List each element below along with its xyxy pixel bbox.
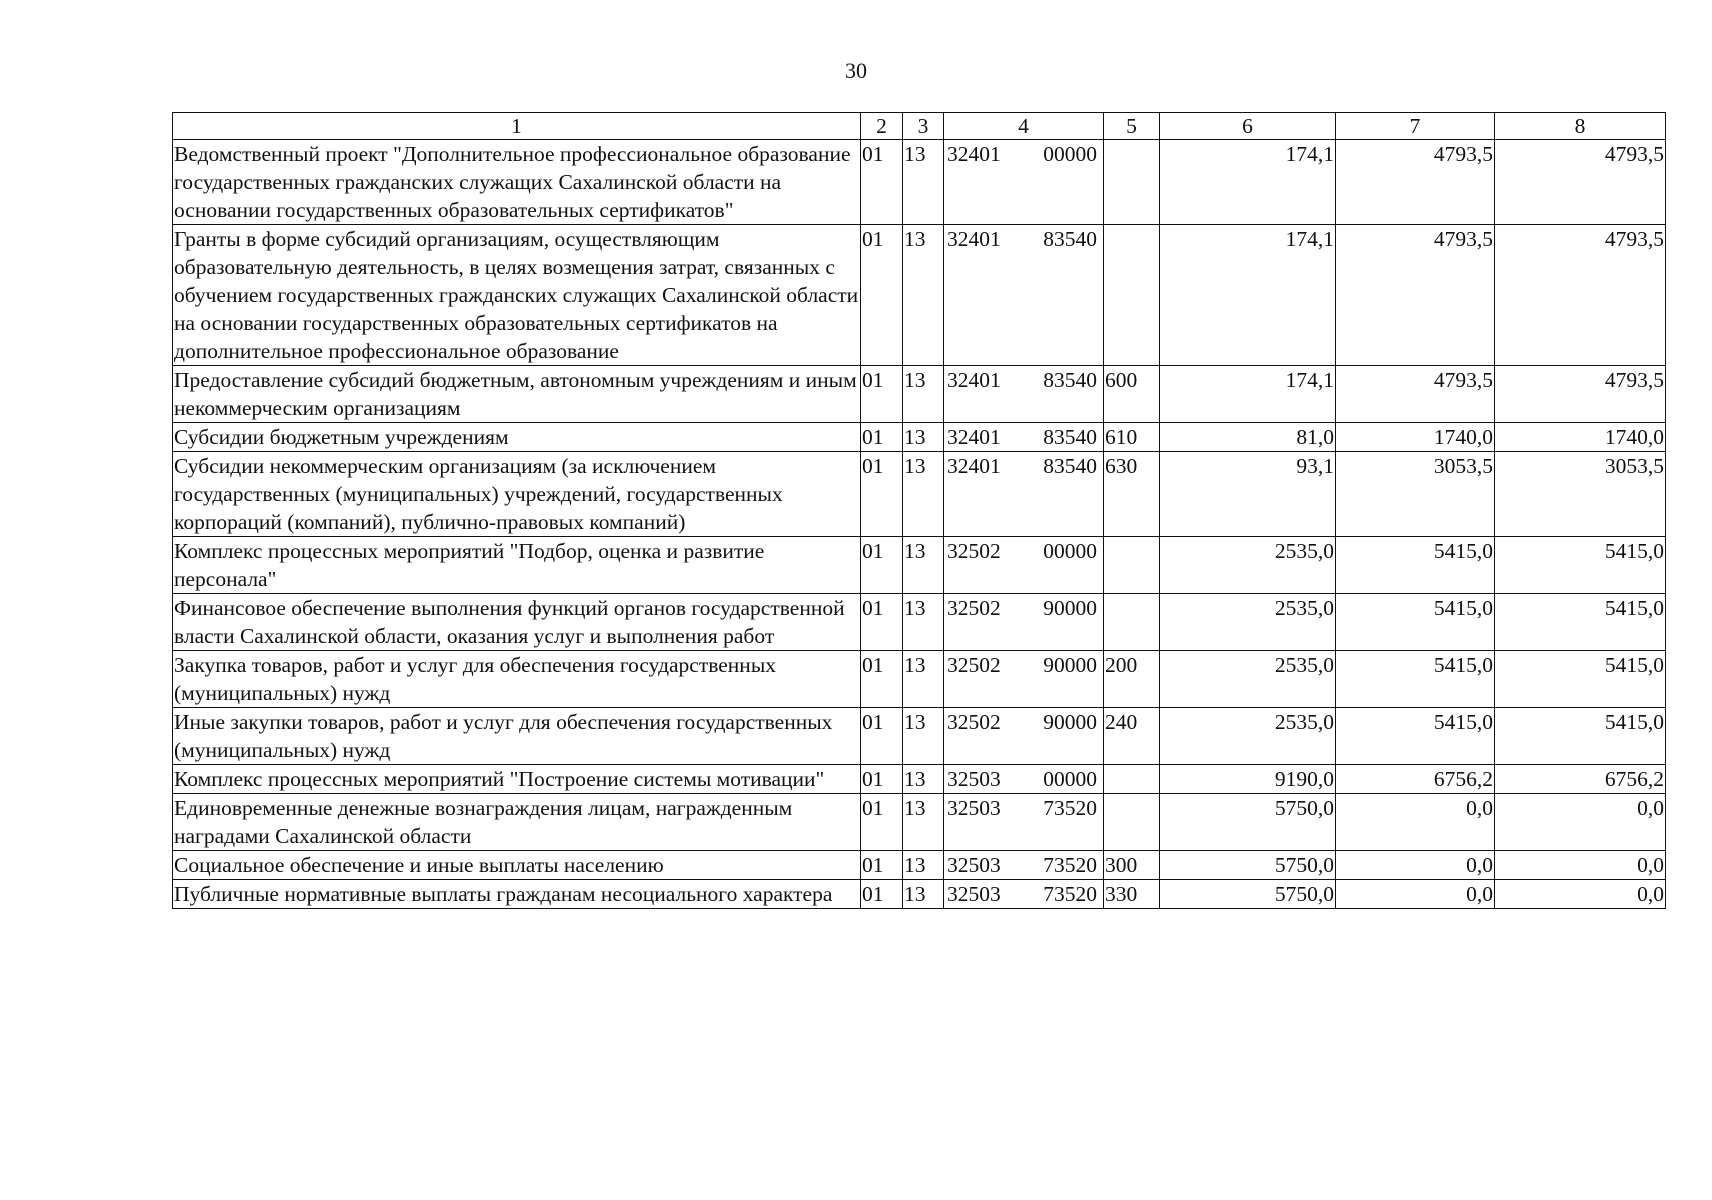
- subsection-code: 13: [903, 794, 944, 851]
- target-article-code: [944, 880, 1104, 909]
- target-article-program: 32503: [947, 882, 1001, 906]
- amount-col7: 1740,0: [1336, 423, 1495, 452]
- item-name: Социальное обеспечение и иные выплаты населению: [173, 851, 861, 880]
- subsection-code: 13: [903, 452, 944, 537]
- target-article-code: [944, 794, 1104, 851]
- target-article-code: [944, 140, 1104, 225]
- subsection-code: 13: [903, 880, 944, 909]
- table-row: [173, 851, 1666, 880]
- section-code: 01: [861, 423, 903, 452]
- target-article-program: 32503: [947, 796, 1001, 820]
- subsection-code: 13: [903, 708, 944, 765]
- target-article-direction: 83540: [1043, 425, 1097, 449]
- item-name: Финансовое обеспечение выполнения функций органов государственной власти Сахалинской области, оказания услуг и выполнения работ: [173, 594, 861, 651]
- expense-type-code: 240: [1104, 708, 1160, 765]
- amount-col7: 5415,0: [1336, 537, 1495, 594]
- expense-type-code: [1104, 140, 1160, 225]
- amount-col7: 0,0: [1336, 880, 1495, 909]
- item-name: Комплекс процессных мероприятий "Построение системы мотивации": [173, 765, 861, 794]
- amount-col7: 4793,5: [1336, 366, 1495, 423]
- item-name: Комплекс процессных мероприятий "Подбор, оценка и развитие персонала": [173, 537, 861, 594]
- subsection-code: 13: [903, 140, 944, 225]
- table-row: [173, 225, 1666, 366]
- target-article-program: 32401: [947, 227, 1001, 251]
- subsection-code: 13: [903, 225, 944, 366]
- section-code: 01: [861, 366, 903, 423]
- target-article-code: [944, 708, 1104, 765]
- budget-table: [172, 112, 1666, 909]
- target-article-code: [944, 366, 1104, 423]
- target-article-direction: 90000: [1043, 653, 1097, 677]
- target-article-direction: 83540: [1043, 368, 1097, 392]
- column-header: 8: [1495, 113, 1666, 140]
- subsection-code: 13: [903, 765, 944, 794]
- amount-col7: 5415,0: [1336, 708, 1495, 765]
- section-code: 01: [861, 537, 903, 594]
- target-article-code: [944, 851, 1104, 880]
- item-name: Субсидии некоммерческим организациям (за исключением государственных (муниципальных) учреждений, государственных корпораций (компаний), публично-правовых компаний): [173, 452, 861, 537]
- target-article-code: [944, 452, 1104, 537]
- target-article-direction: 73520: [1043, 882, 1097, 906]
- expense-type-code: [1104, 537, 1160, 594]
- target-article-program: 32503: [947, 767, 1001, 791]
- expense-type-code: [1104, 225, 1160, 366]
- target-article-direction: 83540: [1043, 454, 1097, 478]
- target-article-program: 32401: [947, 142, 1001, 166]
- amount-col8: 6756,2: [1495, 765, 1666, 794]
- amount-col7: 4793,5: [1336, 225, 1495, 366]
- amount-col7: 5415,0: [1336, 594, 1495, 651]
- amount-col6: 174,1: [1160, 366, 1336, 423]
- subsection-code: 13: [903, 423, 944, 452]
- section-code: 01: [861, 708, 903, 765]
- item-name: Субсидии бюджетным учреждениям: [173, 423, 861, 452]
- target-article-code: [944, 594, 1104, 651]
- column-header: 2: [861, 113, 903, 140]
- expense-type-code: 300: [1104, 851, 1160, 880]
- target-article-program: 32502: [947, 596, 1001, 620]
- amount-col6: 174,1: [1160, 225, 1336, 366]
- amount-col6: 2535,0: [1160, 594, 1336, 651]
- amount-col7: 0,0: [1336, 851, 1495, 880]
- subsection-code: 13: [903, 594, 944, 651]
- table-row: [173, 651, 1666, 708]
- table-row: [173, 765, 1666, 794]
- subsection-code: 13: [903, 651, 944, 708]
- column-number-row: [173, 113, 1666, 140]
- target-article-code: [944, 765, 1104, 794]
- section-code: 01: [861, 851, 903, 880]
- amount-col6: 93,1: [1160, 452, 1336, 537]
- expense-type-code: [1104, 594, 1160, 651]
- amount-col8: 5415,0: [1495, 651, 1666, 708]
- item-name: Единовременные денежные вознаграждения лицам, награжденным наградами Сахалинской области: [173, 794, 861, 851]
- section-code: 01: [861, 794, 903, 851]
- target-article-program: 32401: [947, 454, 1001, 478]
- subsection-code: 13: [903, 366, 944, 423]
- target-article-direction: 73520: [1043, 853, 1097, 877]
- table-row: [173, 140, 1666, 225]
- target-article-direction: 90000: [1043, 596, 1097, 620]
- target-article-direction: 00000: [1043, 767, 1097, 791]
- column-header: 6: [1160, 113, 1336, 140]
- amount-col8: 5415,0: [1495, 594, 1666, 651]
- target-article-direction: 00000: [1043, 142, 1097, 166]
- table-row: [173, 708, 1666, 765]
- target-article-program: 32502: [947, 710, 1001, 734]
- target-article-code: [944, 651, 1104, 708]
- column-header: 7: [1336, 113, 1495, 140]
- expense-type-code: [1104, 794, 1160, 851]
- section-code: 01: [861, 225, 903, 366]
- item-name: Ведомственный проект "Дополнительное профессиональное образование государственных гражданских служащих Сахалинской области на основании государственных образовательных сертификатов": [173, 140, 861, 225]
- amount-col8: 1740,0: [1495, 423, 1666, 452]
- amount-col7: 5415,0: [1336, 651, 1495, 708]
- section-code: 01: [861, 651, 903, 708]
- amount-col8: 4793,5: [1495, 366, 1666, 423]
- amount-col8: 3053,5: [1495, 452, 1666, 537]
- amount-col6: 81,0: [1160, 423, 1336, 452]
- target-article-direction: 90000: [1043, 710, 1097, 734]
- amount-col6: 9190,0: [1160, 765, 1336, 794]
- subsection-code: 13: [903, 537, 944, 594]
- column-header: 3: [903, 113, 944, 140]
- target-article-direction: 83540: [1043, 227, 1097, 251]
- amount-col8: 0,0: [1495, 880, 1666, 909]
- amount-col7: 6756,2: [1336, 765, 1495, 794]
- section-code: 01: [861, 765, 903, 794]
- target-article-program: 32401: [947, 425, 1001, 449]
- amount-col8: 4793,5: [1495, 225, 1666, 366]
- item-name: Иные закупки товаров, работ и услуг для обеспечения государственных (муниципальных) нужд: [173, 708, 861, 765]
- amount-col8: 0,0: [1495, 794, 1666, 851]
- target-article-program: 32502: [947, 539, 1001, 563]
- amount-col6: 5750,0: [1160, 851, 1336, 880]
- amount-col6: 5750,0: [1160, 794, 1336, 851]
- item-name: Гранты в форме субсидий организациям, осуществляющим образовательную деятельность, в целях возмещения затрат, связанных с обучением государственных гражданских служащих Сахалинской области на основании государственных образовательных сертификатов на дополнительное профессиональное образование: [173, 225, 861, 366]
- target-article-program: 32401: [947, 368, 1001, 392]
- subsection-code: 13: [903, 851, 944, 880]
- amount-col6: 2535,0: [1160, 708, 1336, 765]
- target-article-direction: 00000: [1043, 539, 1097, 563]
- amount-col7: 4793,5: [1336, 140, 1495, 225]
- amount-col6: 174,1: [1160, 140, 1336, 225]
- page-number: 30: [845, 58, 867, 83]
- target-article-code: [944, 537, 1104, 594]
- table-row: [173, 794, 1666, 851]
- expense-type-code: 200: [1104, 651, 1160, 708]
- item-name: Предоставление субсидий бюджетным, автономным учреждениям и иным некоммерческим организациям: [173, 366, 861, 423]
- expense-type-code: 630: [1104, 452, 1160, 537]
- amount-col8: 4793,5: [1495, 140, 1666, 225]
- target-article-code: [944, 423, 1104, 452]
- amount-col8: 0,0: [1495, 851, 1666, 880]
- section-code: 01: [861, 594, 903, 651]
- expense-type-code: [1104, 765, 1160, 794]
- column-header: 5: [1104, 113, 1160, 140]
- expense-type-code: 610: [1104, 423, 1160, 452]
- amount-col8: 5415,0: [1495, 537, 1666, 594]
- table-row: [173, 423, 1666, 452]
- item-name: Публичные нормативные выплаты гражданам несоциального характера: [173, 880, 861, 909]
- column-header: 4: [944, 113, 1104, 140]
- table-row: [173, 880, 1666, 909]
- amount-col6: 2535,0: [1160, 651, 1336, 708]
- target-article-code: [944, 225, 1104, 366]
- table-row: [173, 594, 1666, 651]
- target-article-program: 32503: [947, 853, 1001, 877]
- amount-col6: 2535,0: [1160, 537, 1336, 594]
- section-code: 01: [861, 880, 903, 909]
- target-article-program: 32502: [947, 653, 1001, 677]
- table-row: [173, 452, 1666, 537]
- amount-col6: 5750,0: [1160, 880, 1336, 909]
- target-article-direction: 73520: [1043, 796, 1097, 820]
- section-code: 01: [861, 140, 903, 225]
- column-header: 1: [173, 113, 861, 140]
- item-name: Закупка товаров, работ и услуг для обеспечения государственных (муниципальных) нужд: [173, 651, 861, 708]
- section-code: 01: [861, 452, 903, 537]
- expense-type-code: 330: [1104, 880, 1160, 909]
- expense-type-code: 600: [1104, 366, 1160, 423]
- amount-col7: 0,0: [1336, 794, 1495, 851]
- amount-col7: 3053,5: [1336, 452, 1495, 537]
- table-row: [173, 537, 1666, 594]
- amount-col8: 5415,0: [1495, 708, 1666, 765]
- table-row: [173, 366, 1666, 423]
